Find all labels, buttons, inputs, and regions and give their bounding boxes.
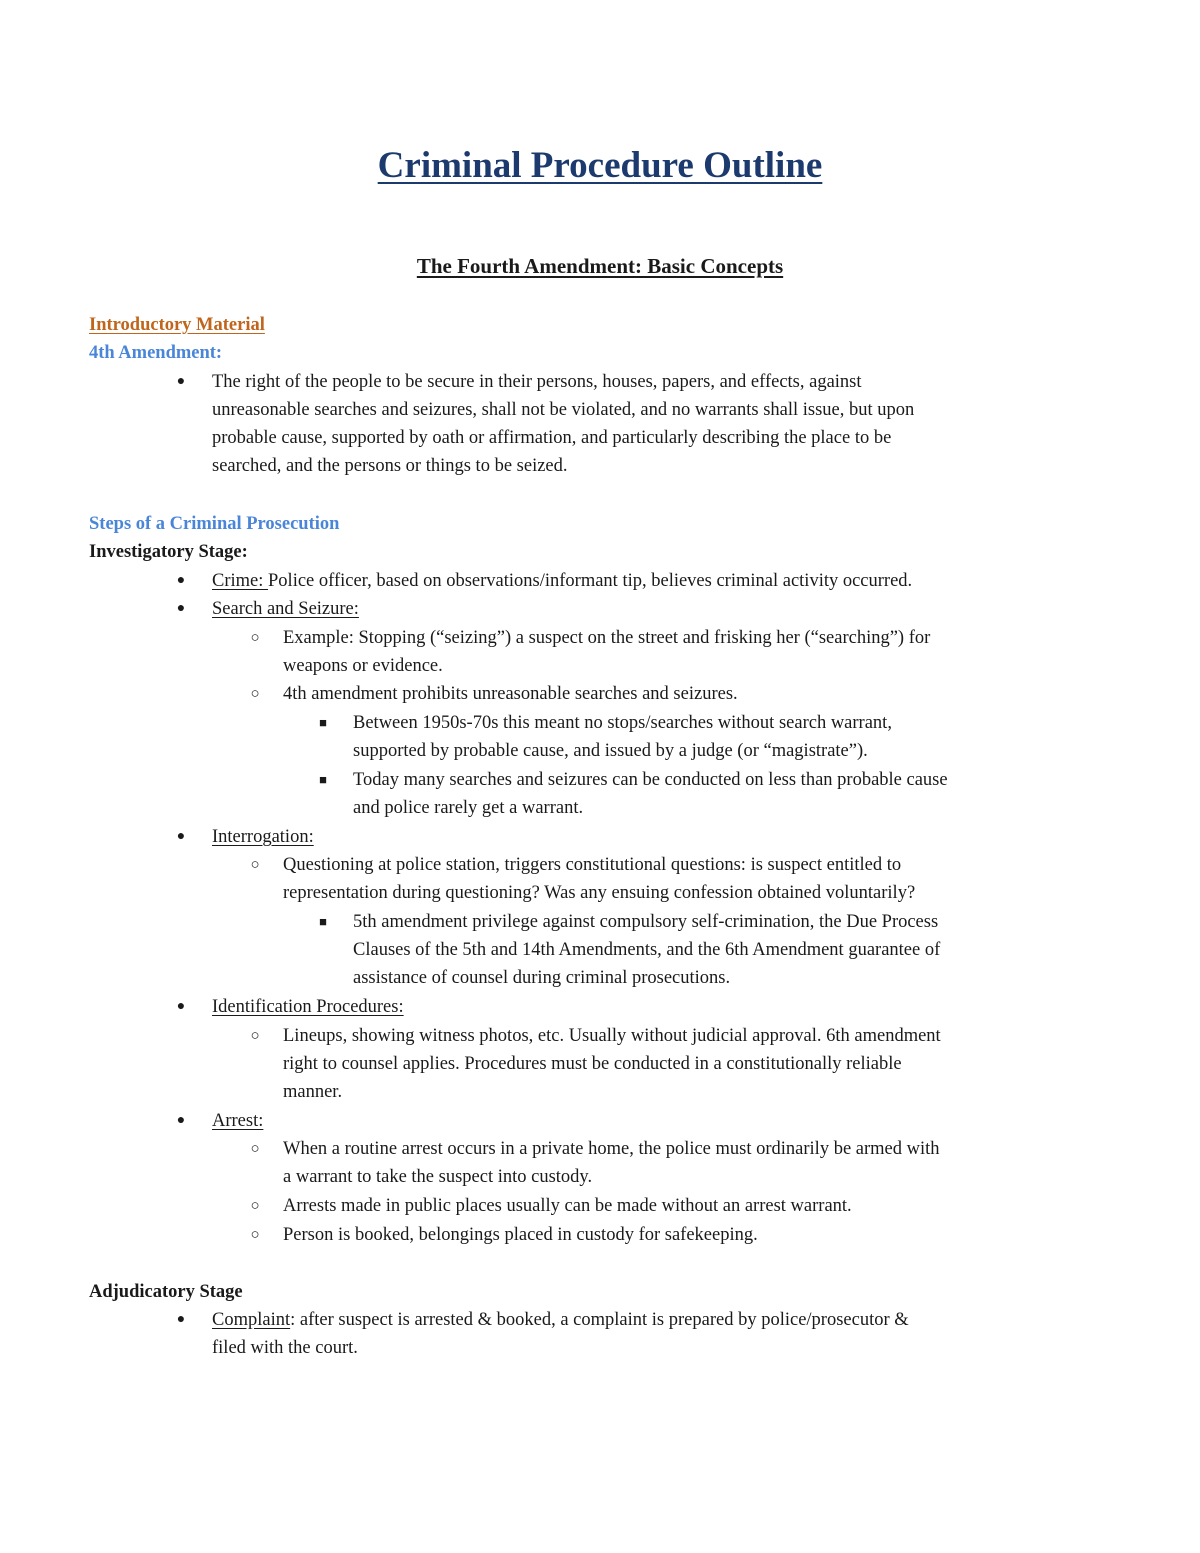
complaint-label: Complaint [212,1310,291,1330]
investigatory-heading: Investigatory Stage: [89,542,248,562]
search-today-line: Today many searches and seizures can be conducted on less than probable cause [353,770,948,790]
square-bullet-icon: ■ [319,772,327,787]
arrest-label: Arrest: [212,1111,264,1131]
arrest-home-line: a warrant to take the suspect into custody. [283,1167,593,1187]
arrest-booked-line: Person is booked, belongings placed in custody for safekeeping. [283,1225,758,1245]
crime-label: Crime: [212,571,269,591]
interrogation-label: Interrogation: [212,827,314,847]
search-example-line: weapons or evidence. [283,656,443,676]
arrest-public-line: Arrests made in public places usually can be made without an arrest warrant. [283,1196,852,1216]
crime-item [212,567,912,595]
circle-bullet-icon: ○ [250,857,260,873]
circle-bullet-icon: ○ [250,630,260,646]
search-1950-line: supported by probable cause, and issued by a judge (or “magistrate”). [353,741,868,761]
arrest-home-line: When a routine arrest occurs in a private home, the police must ordinarily be armed with [283,1139,940,1159]
adjudicatory-heading: Adjudicatory Stage [89,1282,243,1302]
amendment-text-line: The right of the people to be secure in their persons, houses, papers, and effects, against [212,372,862,392]
bullet-icon: ● [176,601,186,616]
search-example-line: Example: Stopping (“seizing”) a suspect on the street and frisking her (“searching”) for [283,628,931,648]
interrogation-fifth-line: assistance of counsel during criminal prosecutions. [353,968,731,988]
fourth-amendment-heading: 4th Amendment: [89,343,223,363]
section-title: The Fourth Amendment: Basic Concepts [416,254,784,278]
identification-line: manner. [283,1082,343,1102]
square-bullet-icon: ■ [319,914,327,929]
interrogation-line: Questioning at police station, triggers constitutional questions: is suspect entitled to [283,855,902,875]
crime-text: Police officer, based on observations/informant tip, believes criminal activity occurred. [268,571,913,591]
intro-heading: Introductory Material [89,315,265,335]
identification-label: Identification Procedures: [212,997,404,1017]
interrogation-line: representation during questioning? Was any ensuing confession obtained voluntarily? [283,883,916,903]
square-bullet-icon: ■ [319,715,327,730]
identification-line: Lineups, showing witness photos, etc. Usually without judicial approval. 6th amendment [283,1026,941,1046]
search-1950-line: Between 1950s-70s this meant no stops/searches without search warrant, [353,713,892,733]
bullet-icon: ● [176,374,186,389]
amendment-text-line: probable cause, supported by oath or affirmation, and particularly describing the place to be [212,428,892,448]
search-fourth-line: 4th amendment prohibits unreasonable searches and seizures. [283,684,738,704]
amendment-text-line: searched, and the persons or things to be seized. [212,456,568,476]
circle-bullet-icon: ○ [250,1028,260,1044]
steps-heading: Steps of a Criminal Prosecution [89,514,340,534]
circle-bullet-icon: ○ [250,686,260,702]
complaint-text: : after suspect is arrested & booked, a complaint is prepared by police/prosecutor & [290,1310,909,1330]
bullet-icon: ● [176,1312,186,1327]
search-today-line: and police rarely get a warrant. [353,798,584,818]
bullet-icon: ● [176,999,186,1014]
circle-bullet-icon: ○ [250,1141,260,1157]
complaint-text-line: filed with the court. [212,1338,358,1358]
amendment-text-line: unreasonable searches and seizures, shall not be violated, and no warrants shall issue, but upon [212,400,915,420]
search-label: Search and Seizure: [212,599,359,619]
bullet-icon: ● [176,1113,186,1128]
bullet-icon: ● [176,829,186,844]
identification-line: right to counsel applies. Procedures must be conducted in a constitutionally reliable [283,1054,902,1074]
page-title: Criminal Procedure Outline [377,145,823,186]
interrogation-fifth-line: Clauses of the 5th and 14th Amendments, and the 6th Amendment guarantee of [353,940,941,960]
complaint-item [212,1306,909,1334]
circle-bullet-icon: ○ [250,1227,260,1243]
bullet-icon: ● [176,573,186,588]
circle-bullet-icon: ○ [250,1198,260,1214]
interrogation-fifth-line: 5th amendment privilege against compulsory self-crimination, the Due Process [353,912,939,932]
